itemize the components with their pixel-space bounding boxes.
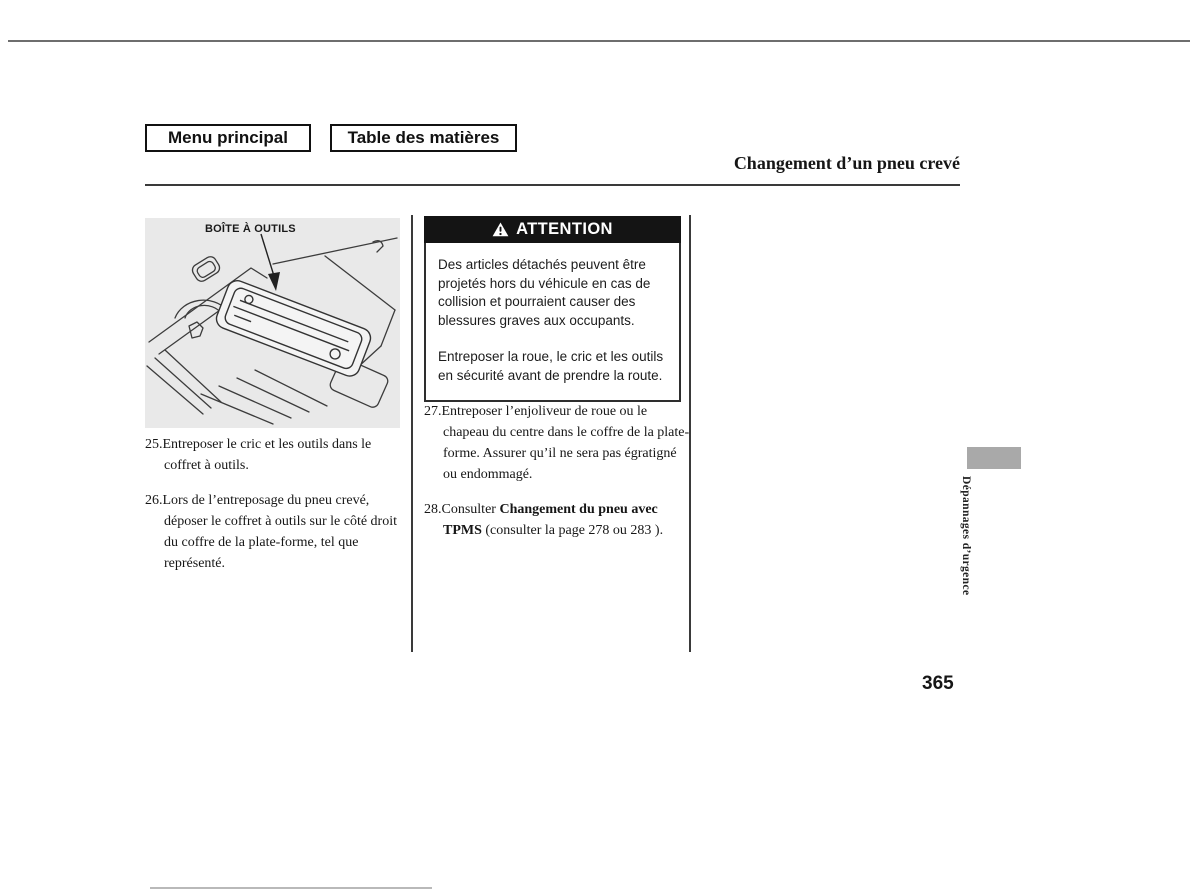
step-number: 27.	[424, 404, 442, 419]
warning-title: ATTENTION	[516, 220, 613, 238]
step-number: 26.	[145, 493, 163, 508]
callout-arrow-line	[261, 234, 274, 276]
step-27	[424, 401, 692, 485]
figure-callout-label: BOÎTE À OUTILS	[205, 223, 296, 235]
step-text: Entreposer le cric et les outils dans le coffret à outils.	[162, 437, 372, 473]
toolbox-illustration	[145, 218, 400, 428]
section-tab-marker	[967, 447, 1021, 469]
warning-body	[424, 243, 681, 402]
page-title: Changement d’un pneu crevé	[733, 153, 960, 173]
page-bottom-rule	[150, 887, 432, 889]
step-25	[145, 434, 409, 476]
menu-principal-button[interactable]: Menu principal	[145, 124, 311, 152]
page-number: 365	[922, 673, 954, 694]
warning-box	[424, 216, 681, 402]
column-divider-left	[411, 215, 413, 652]
step-text: Consulter	[441, 502, 500, 517]
warning-triangle-icon	[492, 222, 509, 237]
steps-left-column	[145, 434, 409, 588]
warning-paragraph: Des articles détachés peuvent être projetés hors du véhicule en cas de collision et pourraient causer des blessures graves aux occupants.	[438, 257, 651, 328]
section-tab-label: Dépannages d’urgence	[960, 476, 972, 596]
step-number: 25.	[145, 437, 163, 452]
step-text: Lors de l’entreposage du pneu crevé, déposer le coffret à outils sur le côté droit du coffre de la plate-forme, tel que représenté.	[162, 493, 397, 571]
warning-paragraph: Entreposer la roue, le cric et les outils en sécurité avant de prendre la route.	[438, 349, 664, 383]
step-text: (consulter la page 278 ou 283 ).	[481, 523, 664, 538]
step-26	[145, 490, 409, 574]
table-des-matieres-button[interactable]: Table des matières	[330, 124, 517, 152]
step-28	[424, 499, 692, 541]
trunk-toolbox-figure	[145, 218, 400, 428]
step-text-bold: Changement du pneu avec TPMS	[443, 502, 658, 538]
title-underline	[145, 184, 960, 186]
steps-right-column	[424, 401, 692, 555]
page-top-rule	[8, 40, 1190, 42]
warning-header	[424, 216, 681, 243]
step-number: 28.	[424, 502, 442, 517]
step-text: Entreposer l’enjoliveur de roue ou le chapeau du centre dans le coffre de la plate-forme. Assurer qu’il ne sera pas égratigné ou endommagé.	[441, 404, 690, 482]
callout-arrowhead	[268, 272, 280, 291]
